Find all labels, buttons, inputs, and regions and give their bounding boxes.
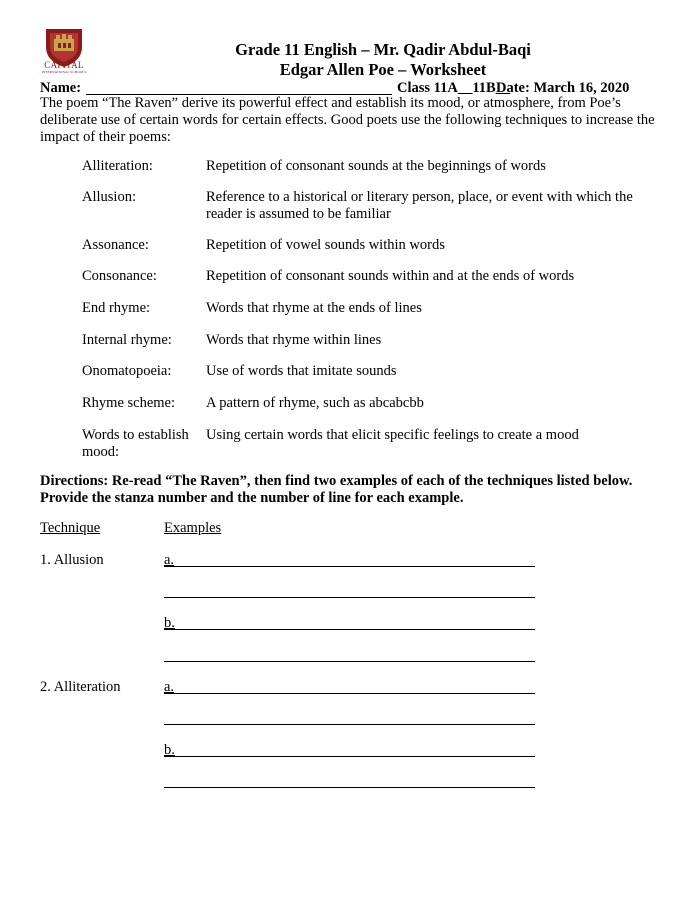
worksheet-title: Grade 11 English – Mr. Qadir Abdul-Baqi xyxy=(235,40,531,59)
definition-text: Words that rhyme within lines xyxy=(206,332,382,348)
definition-text: Repetition of consonant sounds within and at the ends of words xyxy=(206,268,575,284)
alliteration-answer-a-line2[interactable] xyxy=(164,724,535,725)
definition-text: A pattern of rhyme, such as abcabcbb xyxy=(206,395,424,411)
definition-term: Onomatopoeia: xyxy=(82,363,172,379)
technique-label-allusion: 1. Allusion xyxy=(40,552,104,568)
allusion-answer-a-line2[interactable] xyxy=(164,597,535,598)
definition-text: Words that rhyme at the ends of lines xyxy=(206,300,422,316)
example-letter-b: b. xyxy=(164,742,175,758)
technique-label-alliteration: 2. Alliteration xyxy=(40,679,121,695)
definition-text: Reference to a historical or literary person, place, or event with which the reader is assumed to be familiar xyxy=(206,189,633,222)
definition-text: Using certain words that elicit specific feelings to create a mood xyxy=(206,427,579,443)
name-label: Name: xyxy=(40,80,82,96)
alliteration-answer-b-line2[interactable] xyxy=(164,787,535,788)
definition-term: Alliteration: xyxy=(82,158,153,174)
definition-text: Repetition of consonant sounds at the beginnings of words xyxy=(206,158,546,174)
definition-term: Rhyme scheme: xyxy=(82,395,176,411)
definition-term: Allusion: xyxy=(82,189,136,205)
definition-term: Internal rhyme: xyxy=(82,332,172,348)
definition-term: Words to establish mood: xyxy=(82,427,189,460)
allusion-answer-b-line2[interactable] xyxy=(164,661,535,662)
class-label: Class 11A__11B__ xyxy=(397,80,511,96)
logo-subcaption: INTERNATIONAL SCHOOLS xyxy=(41,70,87,74)
example-letter-b: b. xyxy=(164,615,175,631)
technique-column-header: Technique xyxy=(40,520,101,536)
definition-text: Use of words that imitate sounds xyxy=(206,363,397,379)
allusion-answer-b-line1[interactable] xyxy=(164,629,535,630)
alliteration-answer-b-line1[interactable] xyxy=(164,756,535,757)
worksheet-subtitle: Edgar Allen Poe – Worksheet xyxy=(279,60,487,79)
logo-caption: CAPITAL xyxy=(44,60,84,70)
example-letter-a: a. xyxy=(164,679,175,695)
allusion-answer-a-line1[interactable] xyxy=(164,566,535,567)
definition-text: Repetition of vowel sounds within words xyxy=(206,237,445,253)
alliteration-answer-a-line1[interactable] xyxy=(164,693,535,694)
definition-term: Assonance: xyxy=(82,237,149,253)
directions-paragraph: Directions: Re-read “The Raven”, then find two examples of each of the techniques listed below. Provide the stanza number and the number of line for each example. xyxy=(40,473,633,506)
date-label: Date: March 16, 2020 xyxy=(496,80,630,96)
example-letter-a: a. xyxy=(164,552,175,568)
definition-term: End rhyme: xyxy=(82,300,151,316)
intro-paragraph: The poem “The Raven” derive its powerful effect and establish its mood, or atmosphere, from Poe’s deliberate use of certain words for certain effects. Good poets use the following techniques to increase the impact of their poems: xyxy=(40,95,655,145)
examples-column-header: Examples xyxy=(164,520,222,536)
definition-term: Consonance: xyxy=(82,268,157,284)
